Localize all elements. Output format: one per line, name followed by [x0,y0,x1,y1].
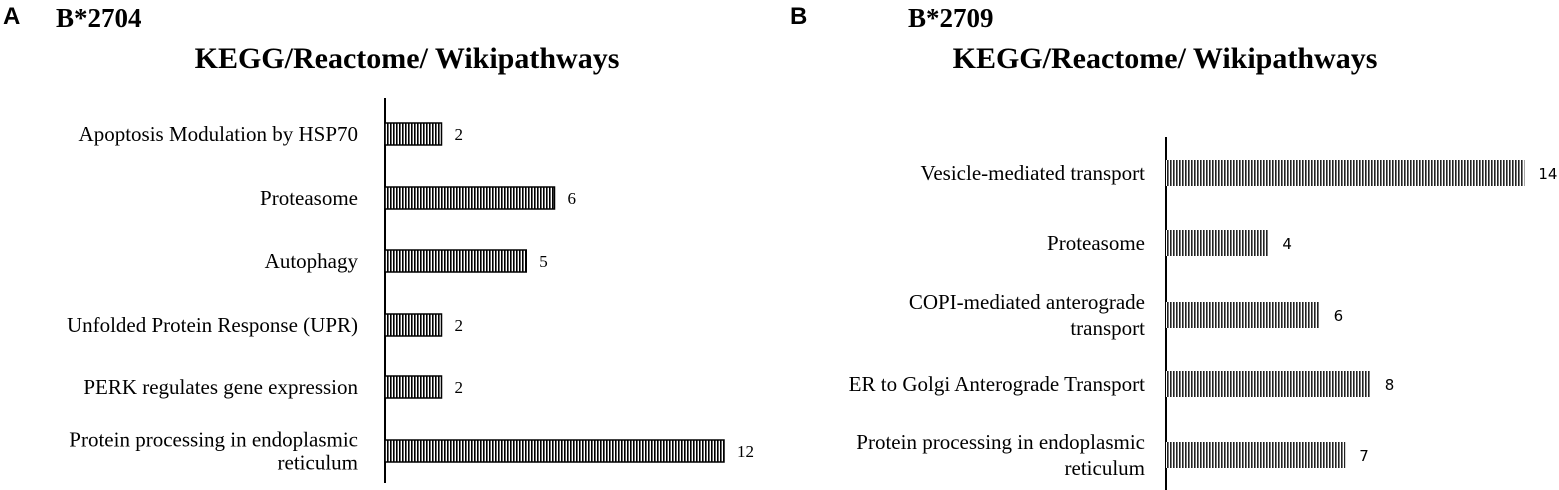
data-label: 2 [454,125,463,144]
category-label [79,122,358,146]
category-label-line: Protein processing in endoplasmic [69,427,358,452]
data-label: 7 [1359,447,1369,465]
data-label: 12 [737,442,754,461]
data-label: 6 [1333,307,1344,325]
bar [1166,302,1320,328]
category-label-line: transport [1070,316,1145,340]
chart-subtitle: B*2709 [908,3,994,33]
category-label-line: Unfolded Protein Response (UPR) [66,313,358,337]
data-label: 8 [1384,376,1395,394]
category-label-line: COPI-mediated anterograde [908,290,1145,314]
category-label-line: PERK regulates gene expression [83,375,358,399]
bar [385,440,724,462]
category-label [1047,231,1145,255]
category-label-line: Autophagy [264,249,358,273]
category-label-line: reticulum [1064,456,1145,480]
data-label: 14 [1538,165,1558,183]
category-label [67,313,358,337]
bar [385,187,555,209]
data-label: 2 [454,316,463,335]
category-label [260,186,358,210]
category-label [849,372,1145,396]
bar [385,250,526,272]
category-label [83,375,358,399]
category-label [69,428,358,475]
category-label [909,290,1145,340]
bar [1166,371,1371,397]
category-label [265,249,359,273]
bar [385,123,442,145]
bar [385,314,442,336]
category-label [921,161,1146,185]
data-label: 6 [567,189,576,208]
chart-title: KEGG/Reactome/ Wikipathways [952,42,1378,75]
chart-title: KEGG/Reactome/ Wikipathways [194,42,620,75]
data-label: 2 [454,378,463,397]
category-label-line: Protein processing in endoplasmic [856,430,1145,454]
chart-panel-b [790,3,1557,490]
bar [1166,230,1268,256]
data-label: 5 [539,252,548,271]
category-label-line: Vesicle-mediated transport [920,161,1145,185]
bar [1166,160,1524,186]
category-label-line: Apoptosis Modulation by HSP70 [78,122,358,146]
data-label: 4 [1282,235,1292,253]
category-label-line: reticulum [277,450,358,475]
category-label-line: ER to Golgi Anterograde Transport [848,372,1145,396]
panel-label: B [790,3,808,30]
category-label-line: Proteasome [260,186,358,210]
chart-panel-a [3,3,754,483]
panel-label: A [3,3,21,30]
category-label [856,430,1145,480]
chart-subtitle: B*2704 [56,3,142,33]
bar [1166,442,1345,468]
bar [385,376,442,398]
category-label-line: Proteasome [1047,231,1145,255]
